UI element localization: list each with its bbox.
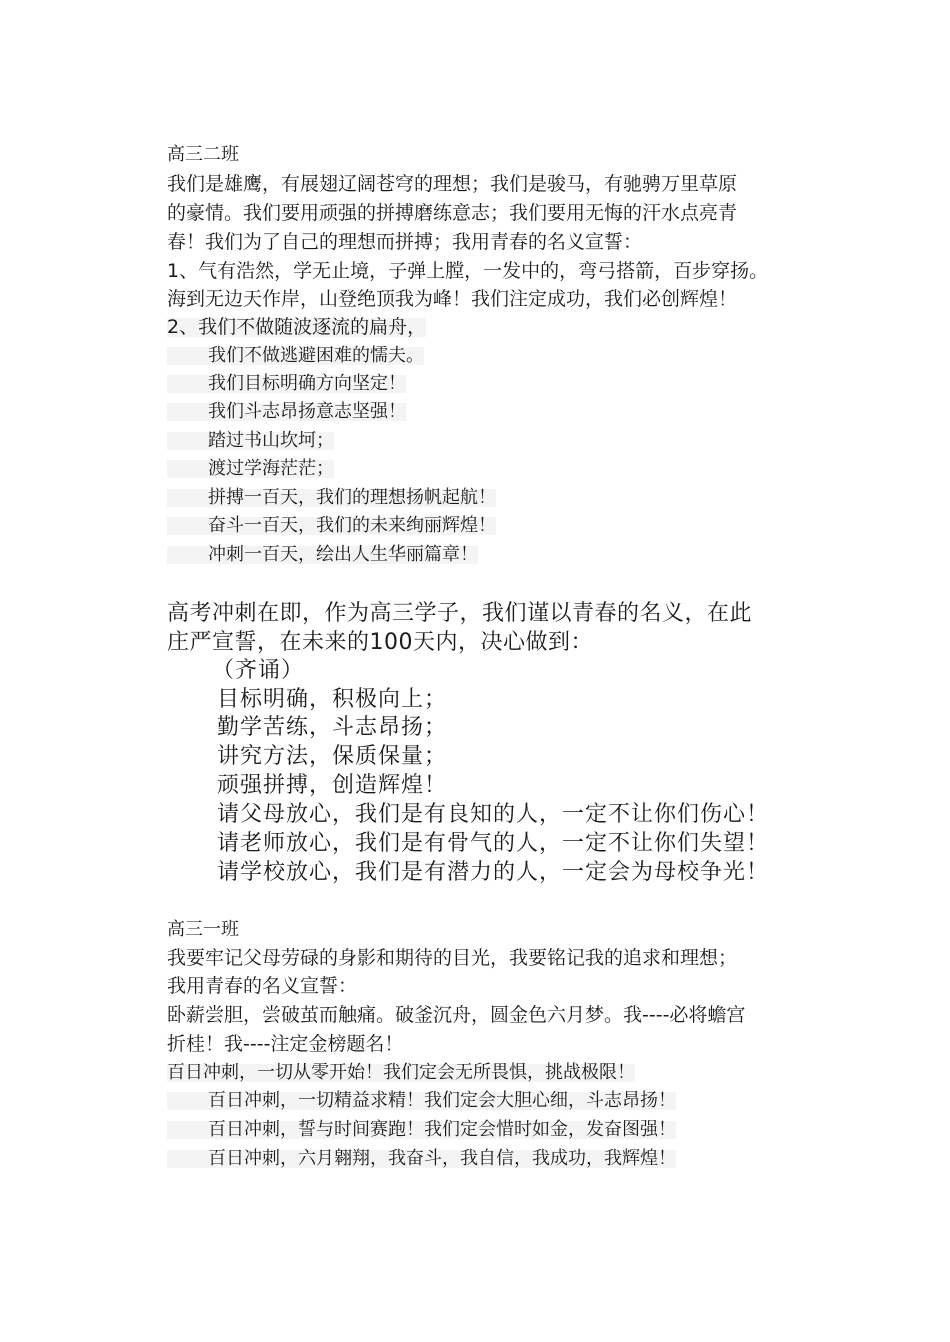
paragraph-line: 我用青春的名义宣誓： bbox=[167, 975, 358, 997]
recite-label: （齐诵） bbox=[212, 658, 305, 683]
oath-line: 我们斗志昂扬意志坚强！ bbox=[167, 403, 406, 421]
paragraph-line: 的豪情。我们要用顽强的拼搏磨练意志；我们要用无悔的汗水点亮青 bbox=[167, 202, 738, 224]
oath-line: 百日冲刺，一切精益求精！我们定会大胆心细，斗志昂扬！ bbox=[167, 1092, 676, 1110]
oath-line: 目标明确，积极向上； bbox=[217, 687, 448, 712]
oath-line: 请父母放心，我们是有良知的人，一定不让你们伤心！ bbox=[217, 802, 770, 827]
oath-line: 百日冲刺，誓与时间赛跑！我们定会惜时如金，发奋图强！ bbox=[167, 1121, 676, 1139]
paragraph-line: 2、我们不做随波逐流的扁舟， bbox=[167, 316, 427, 338]
paragraph-line: 春！我们为了自己的理想而拼搏；我用青春的名义宣誓： bbox=[167, 231, 643, 253]
oath-line: 我们目标明确方向坚定！ bbox=[167, 375, 406, 393]
oath-line: 渡过学海茫茫； bbox=[167, 460, 334, 478]
paragraph-line: 庄严宣誓，在未来的100天内，决心做到： bbox=[167, 630, 593, 655]
oath-line: 请学校放心，我们是有潜力的人，一定会为母校争光！ bbox=[217, 860, 770, 885]
oath-line: 拼搏一百天，我们的理想扬帆起航！ bbox=[167, 489, 496, 507]
paragraph-line: 我要牢记父母劳碌的身影和期待的目光，我要铭记我的追求和理想； bbox=[167, 947, 738, 969]
section-title: 高三一班 bbox=[167, 919, 239, 940]
oath-line: 踏过书山坎坷； bbox=[167, 432, 334, 450]
paragraph-line: 我们是雄鹰，有展翅辽阔苍穹的理想；我们是骏马，有驰骋万里草原 bbox=[167, 173, 738, 195]
oath-line: 勤学苦练，斗志昂扬； bbox=[217, 715, 448, 740]
oath-line: 百日冲刺，一切从零开始！我们定会无所畏惧，挑战极限！ bbox=[167, 1062, 635, 1083]
paragraph-line: 折桂！我----注定金榜题名！ bbox=[167, 1033, 404, 1055]
paragraph-line: 卧薪尝胆，尝破茧而触痛。破釜沉舟，圆金色六月梦。我----必将蟾宫 bbox=[167, 1004, 746, 1026]
oath-line: 奋斗一百天，我们的未来绚丽辉煌！ bbox=[167, 517, 496, 535]
section-title: 高三二班 bbox=[167, 144, 239, 165]
oath-line: 讲究方法，保质保量； bbox=[217, 744, 448, 769]
paragraph-line: 高考冲刺在即，作为高三学子，我们谨以青春的名义，在此 bbox=[167, 601, 753, 626]
paragraph-line: 海到无边天作岸，山登绝顶我为峰！我们注定成功，我们必创辉煌！ bbox=[167, 288, 738, 310]
oath-line: 顽强拼搏，创造辉煌！ bbox=[217, 773, 448, 798]
oath-line: 我们不做逃避困难的懦夫。 bbox=[167, 347, 424, 365]
oath-line: 冲刺一百天，绘出人生华丽篇章！ bbox=[167, 546, 478, 564]
paragraph-line: 1、气有浩然，学无止境，子弹上膛，一发中的，弯弓搭箭，百步穿扬。 bbox=[167, 260, 769, 282]
oath-line: 请老师放心，我们是有骨气的人，一定不让你们失望！ bbox=[217, 831, 770, 856]
oath-line: 百日冲刺，六月翱翔，我奋斗，我自信，我成功，我辉煌！ bbox=[167, 1150, 676, 1168]
